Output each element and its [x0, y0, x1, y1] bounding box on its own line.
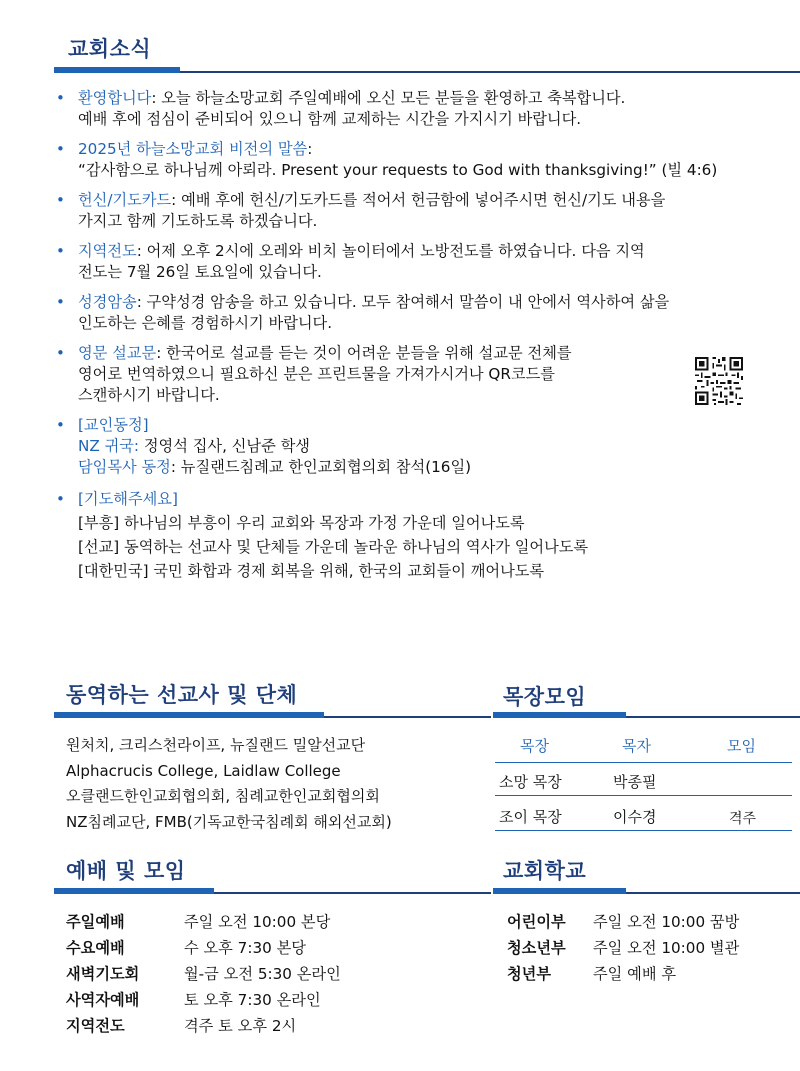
news-item-label: 2025년 하늘소망교회 비전의 말씀	[78, 140, 308, 158]
qr-code-icon[interactable]	[695, 357, 743, 405]
worship-value: 월-금 오전 5:30 온라인	[184, 965, 341, 983]
cell-meeting: 격주	[729, 811, 757, 827]
news-section-title: 교회소식	[68, 37, 152, 61]
news-item-text: : 한국어로 설교를 듣는 것이 어려운 분들을 위해 설교문 전체를	[156, 344, 572, 362]
news-item-text-line2: 인도하는 은혜를 경험하시기 바랍니다.	[78, 314, 333, 332]
worship-value: 주일 오전 10:00 본당	[184, 913, 331, 931]
news-list	[54, 88, 794, 592]
worship-value: 수 오후 7:30 본당	[184, 939, 306, 957]
school-value: 주일 오전 10:00 별관	[593, 939, 740, 957]
news-item-text-line3: 스캔하시기 바랍니다.	[78, 386, 220, 404]
news-item-text: : 어제 오후 2시에 오레와 비치 놀이터에서 노방전도를 하였습니다. 다음 지역	[136, 242, 645, 260]
worship-section-title: 예배 및 모임	[66, 859, 186, 883]
news-item-text-line2: 가지고 함께 기도하도록 하겠습니다.	[78, 212, 318, 230]
cells-header-leader: 목자	[622, 737, 651, 755]
school-label: 청년부	[507, 965, 552, 983]
news-item-text: : 예배 후에 헌신/기도카드를 적어서 헌금함에 넣어주시면 헌신/기도 내용을	[171, 191, 666, 209]
news-item-label: 영문 설교문	[78, 344, 157, 362]
school-value: 주일 예배 후	[593, 965, 677, 983]
prayer-line: [선교] 동역하는 선교사 및 단체들 가운데 놀라운 하나님의 역사가 일어나도록	[78, 538, 589, 556]
worship-value: 격주 토 오후 2시	[184, 1017, 297, 1035]
mission-line: 원처치, 크리스천라이프, 뉴질랜드 밀알선교단	[66, 736, 366, 754]
mission-divider-accent	[54, 712, 324, 718]
news-item-english-sermon	[54, 343, 794, 406]
news-item-text-line2: 전도는 7월 26일 토요일에 있습니다.	[78, 263, 322, 281]
news-item-text: : 오늘 하늘소망교회 주일예배에 오신 모든 분들을 환영하고 축복합니다.	[151, 89, 626, 107]
school-section-title: 교회학교	[503, 859, 587, 883]
news-item-vision	[54, 139, 794, 181]
worship-value: 토 오후 7:30 온라인	[184, 991, 321, 1009]
news-item-label: 지역전도	[78, 242, 137, 260]
school-label: 어린이부	[507, 913, 566, 931]
worship-label: 사역자예배	[66, 991, 140, 1009]
news-item-text-line2: 예배 후에 점심이 준비되어 있으니 함께 교제하는 시간을 가지시기 바랍니다.	[78, 110, 582, 128]
school-divider-accent	[493, 888, 626, 894]
cells-row-line	[495, 795, 792, 796]
news-item-evangelism	[54, 241, 794, 283]
worship-label: 수요예배	[66, 939, 125, 957]
cells-section-title: 목장모임	[503, 685, 587, 709]
personnel-label: • [교인동정]	[78, 416, 149, 434]
prayer-line: [부흥] 하나님의 부흥이 우리 교회와 목장과 가정 가운데 일어나도록	[78, 514, 525, 532]
mission-line: NZ침례교단, FMB(기독교한국침례회 해외선교회)	[66, 812, 392, 831]
news-item-prayer-requests	[54, 487, 794, 583]
cells-header-meeting: 모임	[727, 737, 756, 755]
worship-label: 지역전도	[66, 1017, 125, 1035]
mission-list	[66, 733, 392, 835]
return-text: 정영석 집사, 신남준 학생	[139, 437, 310, 455]
mission-line: Alphacrucis College, Laidlaw College	[66, 761, 341, 780]
news-item-memorization	[54, 292, 794, 334]
worship-divider-accent	[54, 888, 214, 894]
school-value: 주일 오전 10:00 꿈방	[593, 913, 740, 931]
news-item-label: 환영합니다	[78, 89, 152, 107]
news-item-welcome	[54, 88, 794, 130]
worship-label: 새벽기도회	[66, 965, 140, 983]
cell-name: 소망 목장	[499, 773, 562, 791]
news-item-personnel	[54, 415, 794, 478]
news-item-text: :	[307, 140, 313, 158]
cells-header-name: 목장	[520, 737, 549, 755]
mission-section-title: 동역하는 선교사 및 단체	[66, 683, 298, 707]
cells-divider-accent	[493, 712, 626, 718]
pastor-text: : 뉴질랜드침례교 한인교회협의회 참석(16일)	[170, 458, 472, 476]
pastor-label: 담임목사 동정	[78, 458, 171, 476]
news-item-prayer-card	[54, 190, 794, 232]
school-label: 청소년부	[507, 939, 566, 957]
news-item-text: : 구약성경 암송을 하고 있습니다. 모두 참여해서 말씀이 내 안에서 역사하여 삶을	[136, 293, 670, 311]
news-item-label: 성경암송	[78, 293, 137, 311]
cell-name: 조이 목장	[499, 808, 562, 826]
cells-header-line	[495, 762, 792, 763]
prayer-label: • [기도해주세요]	[78, 490, 178, 508]
return-label: NZ 귀국:	[78, 437, 140, 455]
news-item-text-line2: 영어로 번역하였으니 필요하신 분은 프린트물을 가져가시거나 QR코드를	[78, 365, 555, 383]
cells-row-line	[495, 830, 792, 831]
mission-line: 오클랜드한인교회협의회, 침례교한인교회협의회	[66, 787, 380, 805]
cell-leader: 이수경	[613, 808, 657, 826]
news-item-label: 헌신/기도카드	[78, 191, 172, 209]
prayer-line: [대한민국] 국민 화합과 경제 회복을 위해, 한국의 교회들이 깨어나도록	[78, 562, 545, 580]
news-divider-accent	[54, 67, 180, 73]
worship-label: 주일예배	[66, 913, 125, 931]
cell-leader: 박종필	[613, 773, 657, 791]
news-item-text-line2: “감사함으로 하나님께 아뢰라. Present your requests to God with thanksgiving!” (빌 4:6)	[78, 161, 718, 179]
